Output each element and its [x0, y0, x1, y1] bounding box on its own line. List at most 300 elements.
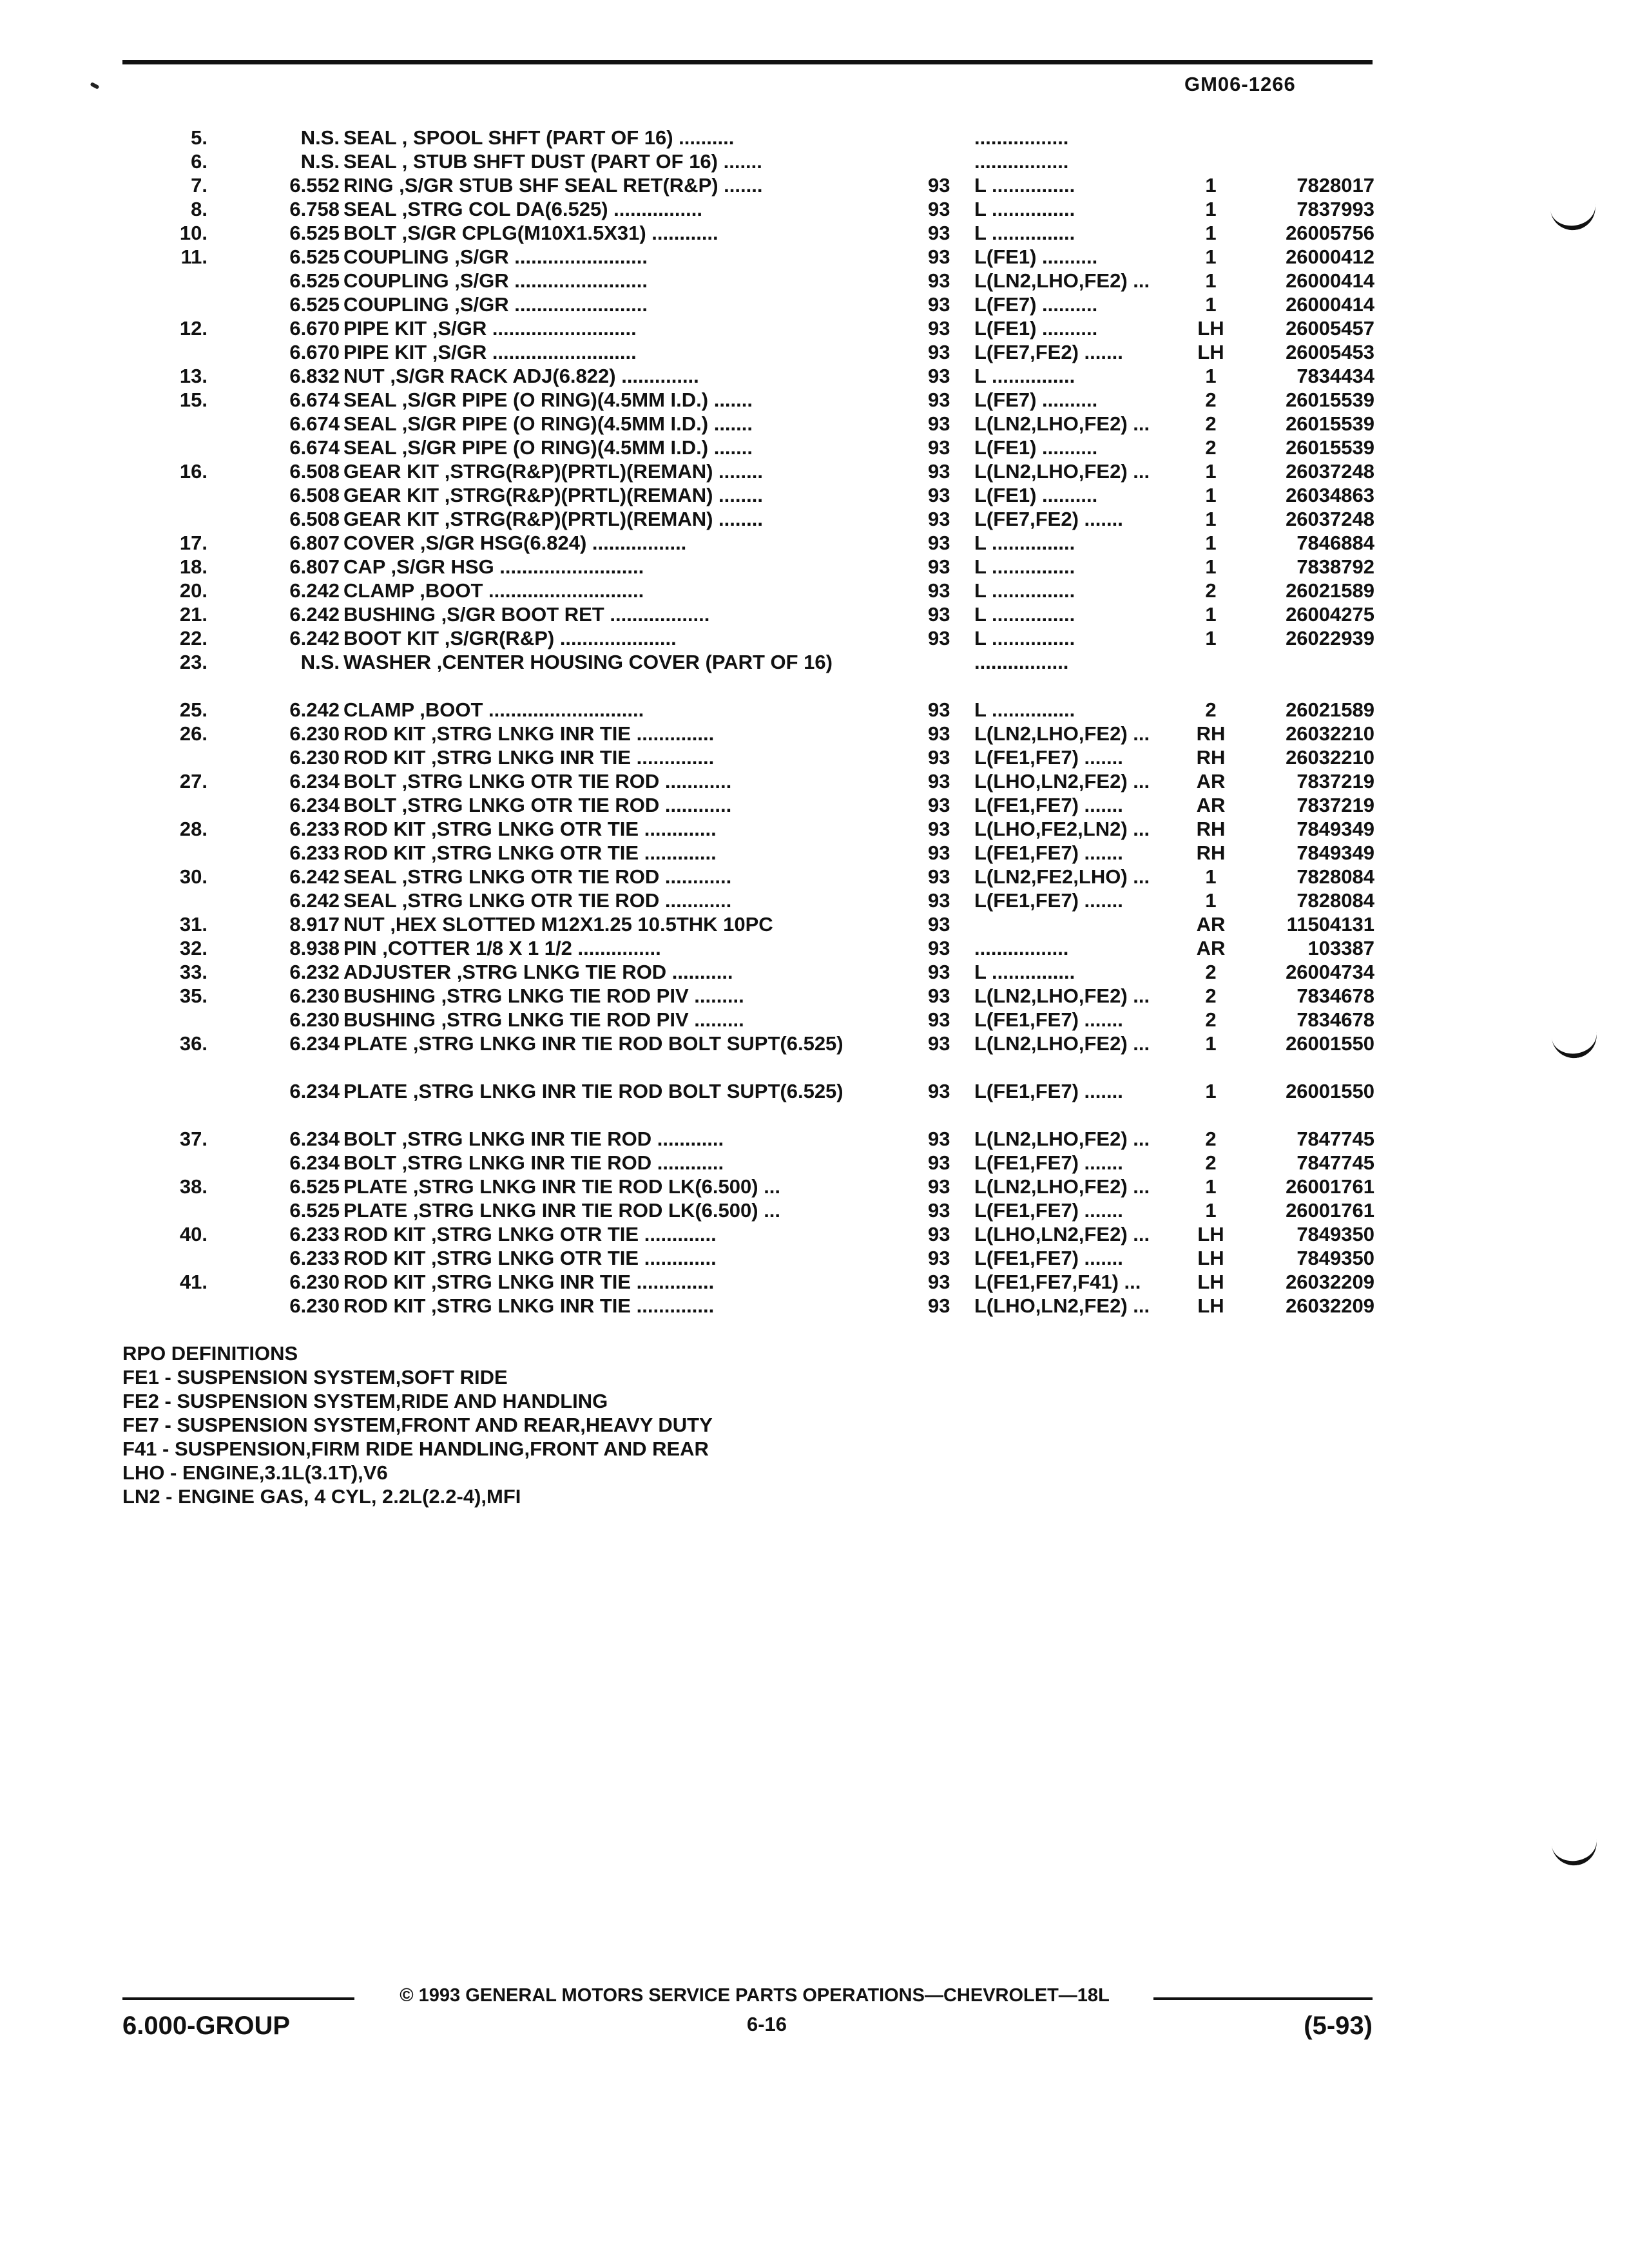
usage-code: ................. [974, 937, 1069, 959]
model-year: 93 [928, 603, 950, 626]
usage-code: L ............... [974, 603, 1075, 626]
model-year: 93 [928, 1151, 950, 1174]
part-description: PLATE ,STRG LNKG INR TIE ROD LK(6.500) ... [343, 1175, 781, 1198]
quantity: 2 [1205, 436, 1217, 459]
part-description: BOLT ,STRG LNKG OTR TIE ROD ............ [343, 770, 732, 793]
footer-rule-left [122, 1997, 354, 2000]
part-number: 26015539 [1286, 389, 1374, 411]
item-number: 37. [179, 1128, 207, 1150]
group-number: 6.230 [289, 1008, 340, 1031]
table-row [0, 269, 1629, 293]
model-year: 93 [928, 341, 950, 363]
top-rule [122, 60, 1373, 64]
group-number: 6.807 [289, 532, 340, 554]
quantity: 2 [1205, 985, 1217, 1007]
group-number: 6.242 [289, 889, 340, 912]
usage-code: L(LN2,LHO,FE2) ... [974, 460, 1150, 483]
group-number: 6.525 [289, 293, 340, 316]
table-row [0, 316, 1629, 340]
group-number: 6.233 [289, 818, 340, 840]
part-description: BOLT ,STRG LNKG INR TIE ROD ............ [343, 1151, 724, 1174]
group-number: 8.938 [289, 937, 340, 959]
part-number: 26005756 [1286, 222, 1374, 244]
part-description: ROD KIT ,STRG LNKG OTR TIE ............. [343, 1247, 717, 1269]
part-number: 7837219 [1296, 770, 1374, 793]
item-number: 17. [179, 532, 207, 554]
usage-code: L(FE1,FE7) ....... [974, 794, 1123, 816]
usage-code: L(FE7) .......... [974, 293, 1098, 316]
part-number: 7837219 [1296, 794, 1374, 816]
part-description: PIN ,COTTER 1/8 X 1 1/2 ............... [343, 937, 661, 959]
usage-code: L ............... [974, 532, 1075, 554]
model-year: 93 [928, 508, 950, 530]
part-description: PLATE ,STRG LNKG INR TIE ROD BOLT SUPT(6.525) [343, 1032, 843, 1055]
usage-code: L ............... [974, 698, 1075, 721]
part-description: CAP ,S/GR HSG .......................... [343, 555, 644, 578]
model-year: 93 [928, 389, 950, 411]
model-year: 93 [928, 770, 950, 793]
part-description: BOOT KIT ,S/GR(R&P) ..................... [343, 627, 677, 649]
table-row [0, 1222, 1629, 1246]
part-number: 7849350 [1296, 1223, 1374, 1245]
model-year: 93 [928, 961, 950, 983]
group-number: 6.234 [289, 1151, 340, 1174]
quantity: 1 [1205, 1175, 1217, 1198]
model-year: 93 [928, 579, 950, 602]
part-description: GEAR KIT ,STRG(R&P)(PRTL)(REMAN) ........ [343, 484, 763, 506]
group-number: 6.230 [289, 985, 340, 1007]
footer-rule-right [1153, 1997, 1373, 2000]
group-number: 6.670 [289, 317, 340, 340]
usage-code: L ............... [974, 365, 1075, 387]
item-number: 10. [179, 222, 207, 244]
usage-code: L(FE1,FE7) ....... [974, 889, 1123, 912]
model-year: 93 [928, 1247, 950, 1269]
group-number: 6.230 [289, 746, 340, 769]
part-number: 26000412 [1286, 245, 1374, 268]
part-description: PLATE ,STRG LNKG INR TIE ROD BOLT SUPT(6.525) [343, 1080, 843, 1102]
table-row [0, 626, 1629, 650]
usage-code: ................. [974, 126, 1069, 149]
quantity: LH [1197, 1247, 1224, 1269]
part-description: ROD KIT ,STRG LNKG OTR TIE ............. [343, 1223, 717, 1245]
part-description: NUT ,S/GR RACK ADJ(6.822) .............. [343, 365, 699, 387]
part-number: 7834678 [1296, 985, 1374, 1007]
part-number: 7849350 [1296, 1247, 1374, 1269]
usage-code: L(FE1,FE7) ....... [974, 1199, 1123, 1222]
group-number: 6.525 [289, 1199, 340, 1222]
part-description: ADJUSTER ,STRG LNKG TIE ROD ........... [343, 961, 733, 983]
group-number: 6.508 [289, 484, 340, 506]
model-year: 93 [928, 436, 950, 459]
model-year: 93 [928, 985, 950, 1007]
table-row [0, 412, 1629, 436]
table-row [0, 531, 1629, 555]
table-row [0, 793, 1629, 817]
table-row [0, 149, 1629, 173]
table-row [0, 1175, 1629, 1198]
stray-scan-mark [90, 82, 99, 90]
model-year: 93 [928, 555, 950, 578]
quantity: 1 [1205, 1199, 1217, 1222]
item-number: 33. [179, 961, 207, 983]
item-number: 40. [179, 1223, 207, 1245]
table-row [0, 936, 1629, 960]
model-year: 93 [928, 365, 950, 387]
quantity: 1 [1205, 198, 1217, 220]
group-number: 6.508 [289, 460, 340, 483]
usage-code: L(LN2,FE2,LHO) ... [974, 865, 1150, 888]
quantity: 1 [1205, 1080, 1217, 1102]
quantity: 2 [1205, 1151, 1217, 1174]
part-number: 7837993 [1296, 198, 1374, 220]
model-year: 93 [928, 627, 950, 649]
part-number: 26032209 [1286, 1294, 1374, 1317]
quantity: 2 [1205, 1008, 1217, 1031]
item-number: 36. [179, 1032, 207, 1055]
group-number: 6.670 [289, 341, 340, 363]
part-description: SEAL ,STRG COL DA(6.525) ................ [343, 198, 702, 220]
model-year: 93 [928, 1223, 950, 1245]
footer-group-label: 6.000-GROUP [122, 2012, 291, 2040]
part-description: BUSHING ,S/GR BOOT RET .................. [343, 603, 710, 626]
group-number: 6.674 [289, 436, 340, 459]
part-description: PLATE ,STRG LNKG INR TIE ROD LK(6.500) ... [343, 1199, 781, 1222]
item-number: 28. [179, 818, 207, 840]
parts-list [0, 126, 1629, 1318]
part-number: 26037248 [1286, 508, 1374, 530]
part-description: ROD KIT ,STRG LNKG INR TIE .............. [343, 1294, 715, 1317]
item-number: 5. [191, 126, 207, 149]
part-number: 7828017 [1296, 174, 1374, 197]
quantity: AR [1196, 794, 1226, 816]
model-year: 93 [928, 1128, 950, 1150]
group-number: 6.234 [289, 770, 340, 793]
group-number: 6.525 [289, 1175, 340, 1198]
item-number: 18. [179, 555, 207, 578]
table-row [0, 889, 1629, 912]
table-row [0, 984, 1629, 1008]
usage-code: L(FE1) .......... [974, 317, 1098, 340]
usage-code: L(FE1,FE7) ....... [974, 746, 1123, 769]
table-row [0, 364, 1629, 388]
item-number: 13. [179, 365, 207, 387]
model-year: 93 [928, 198, 950, 220]
model-year: 93 [928, 484, 950, 506]
part-description: PIPE KIT ,S/GR .......................... [343, 317, 637, 340]
item-number: 25. [179, 698, 207, 721]
part-description: BUSHING ,STRG LNKG TIE ROD PIV ......... [343, 985, 744, 1007]
part-description: BOLT ,STRG LNKG INR TIE ROD ............ [343, 1128, 724, 1150]
group-number: 6.552 [289, 174, 340, 197]
group-number: 6.232 [289, 961, 340, 983]
table-row [0, 698, 1629, 722]
part-number: 26015539 [1286, 412, 1374, 435]
usage-code: L(LN2,LHO,FE2) ... [974, 1032, 1150, 1055]
model-year: 93 [928, 794, 950, 816]
rpo-title: RPO DEFINITIONS [122, 1342, 298, 1365]
part-description: ROD KIT ,STRG LNKG OTR TIE ............. [343, 841, 717, 864]
quantity: 1 [1205, 865, 1217, 888]
quantity: 1 [1205, 889, 1217, 912]
table-row [0, 293, 1629, 316]
part-description: SEAL ,S/GR PIPE (O RING)(4.5MM I.D.) ....... [343, 412, 753, 435]
usage-code: L(FE1,FE7) ....... [974, 841, 1123, 864]
quantity: RH [1196, 746, 1226, 769]
part-number: 7849349 [1296, 841, 1374, 864]
rpo-item: F41 - SUSPENSION,FIRM RIDE HANDLING,FRONT AND REAR [122, 1437, 709, 1460]
part-description: ROD KIT ,STRG LNKG INR TIE .............. [343, 722, 715, 745]
item-number: 6. [191, 150, 207, 173]
usage-code: L ............... [974, 579, 1075, 602]
model-year: 93 [928, 698, 950, 721]
table-row [0, 1270, 1629, 1294]
item-number: 30. [179, 865, 207, 888]
quantity: AR [1196, 913, 1226, 936]
model-year: 93 [928, 1199, 950, 1222]
quantity: 1 [1205, 222, 1217, 244]
quantity: 2 [1205, 698, 1217, 721]
quantity: 2 [1205, 961, 1217, 983]
part-description: NUT ,HEX SLOTTED M12X1.25 10.5THK 10PC [343, 913, 773, 936]
item-number: 16. [179, 460, 207, 483]
table-row [0, 769, 1629, 793]
model-year: 93 [928, 841, 950, 864]
group-number: 6.233 [289, 841, 340, 864]
group-number: 8.917 [289, 913, 340, 936]
part-number: 7846884 [1296, 532, 1374, 554]
table-row [0, 1079, 1629, 1127]
quantity: 1 [1205, 603, 1217, 626]
part-number: 26037248 [1286, 460, 1374, 483]
item-number: 38. [179, 1175, 207, 1198]
model-year: 93 [928, 1294, 950, 1317]
item-number: 15. [179, 389, 207, 411]
part-number: 26032210 [1286, 746, 1374, 769]
part-description: ROD KIT ,STRG LNKG INR TIE .............. [343, 1271, 715, 1293]
group-number: 6.233 [289, 1223, 340, 1245]
table-row [0, 1246, 1629, 1270]
quantity: AR [1196, 770, 1226, 793]
quantity: 2 [1205, 1128, 1217, 1150]
part-description: GEAR KIT ,STRG(R&P)(PRTL)(REMAN) ........ [343, 460, 763, 483]
table-row [0, 126, 1629, 149]
usage-code: L(FE7,FE2) ....... [974, 341, 1123, 363]
quantity: 1 [1205, 365, 1217, 387]
part-description: COUPLING ,S/GR ........................ [343, 269, 648, 292]
table-row [0, 865, 1629, 889]
footer-copyright: © 1993 GENERAL MOTORS SERVICE PARTS OPERATIONS—CHEVROLET—18L [400, 1985, 1110, 2006]
model-year: 93 [928, 1080, 950, 1102]
part-number: 26004275 [1286, 603, 1374, 626]
model-year: 93 [928, 1271, 950, 1293]
usage-code: L(FE1,FE7,F41) ... [974, 1271, 1141, 1293]
group-number: 6.234 [289, 1032, 340, 1055]
part-number: 26032210 [1286, 722, 1374, 745]
usage-code: L(LHO,LN2,FE2) ... [974, 1294, 1150, 1317]
table-row [0, 221, 1629, 245]
quantity: 1 [1205, 1032, 1217, 1055]
part-number: 7838792 [1296, 555, 1374, 578]
group-number: 6.242 [289, 698, 340, 721]
part-number: 11504131 [1286, 913, 1374, 936]
table-row [0, 459, 1629, 483]
quantity: RH [1196, 818, 1226, 840]
model-year: 93 [928, 937, 950, 959]
part-description: WASHER ,CENTER HOUSING COVER (PART OF 16) [343, 651, 833, 673]
quantity: LH [1197, 1294, 1224, 1317]
table-row [0, 1198, 1629, 1222]
table-row [0, 602, 1629, 626]
usage-code: L(FE7) .......... [974, 389, 1098, 411]
part-description: COUPLING ,S/GR ........................ [343, 293, 648, 316]
model-year: 93 [928, 1008, 950, 1031]
table-row [0, 912, 1629, 936]
part-number: 26005457 [1286, 317, 1374, 340]
usage-code: L(LHO,LN2,FE2) ... [974, 770, 1150, 793]
group-number: 6.525 [289, 245, 340, 268]
model-year: 93 [928, 1032, 950, 1055]
quantity: 2 [1205, 412, 1217, 435]
table-row [0, 722, 1629, 745]
usage-code: L(LN2,LHO,FE2) ... [974, 1175, 1150, 1198]
usage-code: L(FE7,FE2) ....... [974, 508, 1123, 530]
model-year: 93 [928, 317, 950, 340]
usage-code: L(FE1) .......... [974, 245, 1098, 268]
usage-code: L ............... [974, 961, 1075, 983]
group-number: 6.674 [289, 412, 340, 435]
model-year: 93 [928, 913, 950, 936]
part-description: BUSHING ,STRG LNKG TIE ROD PIV ......... [343, 1008, 744, 1031]
group-number: 6.234 [289, 1080, 340, 1102]
model-year: 93 [928, 889, 950, 912]
group-number: 6.807 [289, 555, 340, 578]
part-description: CLAMP ,BOOT ............................ [343, 579, 644, 602]
document-id: GM06-1266 [1184, 73, 1296, 95]
part-number: 103387 [1307, 937, 1374, 959]
item-number: 11. [180, 245, 207, 268]
table-row [0, 960, 1629, 984]
rpo-definitions [122, 1341, 713, 1508]
rpo-item: FE1 - SUSPENSION SYSTEM,SOFT RIDE [122, 1366, 508, 1389]
part-number: 7834678 [1296, 1008, 1374, 1031]
group-number: 6.525 [289, 269, 340, 292]
group-number: N.S. [300, 651, 340, 673]
model-year: 93 [928, 245, 950, 268]
group-number: 6.832 [289, 365, 340, 387]
part-number: 7849349 [1296, 818, 1374, 840]
group-number: 6.242 [289, 865, 340, 888]
part-description: PIPE KIT ,S/GR .......................... [343, 341, 637, 363]
item-number: 27. [179, 770, 207, 793]
table-row [0, 555, 1629, 579]
part-description: COVER ,S/GR HSG(6.824) ................. [343, 532, 687, 554]
rpo-item: LN2 - ENGINE GAS, 4 CYL, 2.2L(2.2-4),MFI [122, 1485, 521, 1508]
part-description: BOLT ,S/GR CPLG(M10X1.5X31) ............ [343, 222, 718, 244]
part-number: 26000414 [1286, 293, 1374, 316]
table-row [0, 1294, 1629, 1318]
usage-code: L(LHO,LN2,FE2) ... [974, 1223, 1150, 1245]
model-year: 93 [928, 818, 950, 840]
part-description: ROD KIT ,STRG LNKG INR TIE .............. [343, 746, 715, 769]
item-number: 41. [179, 1271, 207, 1293]
model-year: 93 [928, 293, 950, 316]
part-description: COUPLING ,S/GR ........................ [343, 245, 648, 268]
usage-code: L ............... [974, 555, 1075, 578]
table-row [0, 245, 1629, 269]
model-year: 93 [928, 532, 950, 554]
usage-code: L(FE1,FE7) ....... [974, 1151, 1123, 1174]
part-description: ROD KIT ,STRG LNKG OTR TIE ............. [343, 818, 717, 840]
quantity: 1 [1205, 293, 1217, 316]
table-row [0, 507, 1629, 531]
quantity: 1 [1205, 627, 1217, 649]
group-number: 6.674 [289, 389, 340, 411]
table-row [0, 436, 1629, 459]
quantity: 2 [1205, 389, 1217, 411]
part-number: 26022939 [1286, 627, 1374, 649]
table-row [0, 197, 1629, 221]
quantity: RH [1196, 841, 1226, 864]
table-row [0, 1127, 1629, 1151]
table-row [0, 388, 1629, 412]
quantity: 1 [1205, 532, 1217, 554]
part-description: SEAL ,STRG LNKG OTR TIE ROD ............ [343, 865, 732, 888]
group-number: 6.242 [289, 603, 340, 626]
binding-mark [1552, 1838, 1599, 1868]
quantity: 1 [1205, 484, 1217, 506]
footer-date: (5-93) [1304, 2012, 1373, 2040]
usage-code: L(LN2,LHO,FE2) ... [974, 1128, 1150, 1150]
item-number: 22. [179, 627, 207, 649]
quantity: LH [1197, 1271, 1224, 1293]
part-description: GEAR KIT ,STRG(R&P)(PRTL)(REMAN) ........ [343, 508, 763, 530]
usage-code: L(FE1) .......... [974, 436, 1098, 459]
rpo-item: FE7 - SUSPENSION SYSTEM,FRONT AND REAR,HEAVY DUTY [122, 1414, 713, 1436]
group-number: 6.234 [289, 794, 340, 816]
quantity: 1 [1205, 555, 1217, 578]
item-number: 35. [179, 985, 207, 1007]
model-year: 93 [928, 1175, 950, 1198]
group-number: 6.242 [289, 579, 340, 602]
table-row [0, 579, 1629, 602]
part-number: 26015539 [1286, 436, 1374, 459]
quantity: AR [1196, 937, 1226, 959]
part-number: 7828084 [1296, 865, 1374, 888]
table-row [0, 1032, 1629, 1079]
table-row [0, 650, 1629, 698]
part-description: RING ,S/GR STUB SHF SEAL RET(R&P) ....... [343, 174, 763, 197]
part-number: 26001550 [1286, 1080, 1374, 1102]
group-number: 6.758 [289, 198, 340, 220]
table-row [0, 173, 1629, 197]
item-number: 23. [179, 651, 207, 673]
group-number: 6.230 [289, 1294, 340, 1317]
part-number: 26021589 [1286, 579, 1374, 602]
quantity: 2 [1205, 579, 1217, 602]
quantity: 1 [1205, 460, 1217, 483]
table-row [0, 340, 1629, 364]
quantity: LH [1197, 1223, 1224, 1245]
quantity: 1 [1205, 245, 1217, 268]
model-year: 93 [928, 269, 950, 292]
usage-code: L(FE1,FE7) ....... [974, 1247, 1123, 1269]
item-number: 26. [179, 722, 207, 745]
model-year: 93 [928, 460, 950, 483]
rpo-item: FE2 - SUSPENSION SYSTEM,RIDE AND HANDLING [122, 1390, 608, 1412]
usage-code: L(LN2,LHO,FE2) ... [974, 722, 1150, 745]
part-description: BOLT ,STRG LNKG OTR TIE ROD ............ [343, 794, 732, 816]
